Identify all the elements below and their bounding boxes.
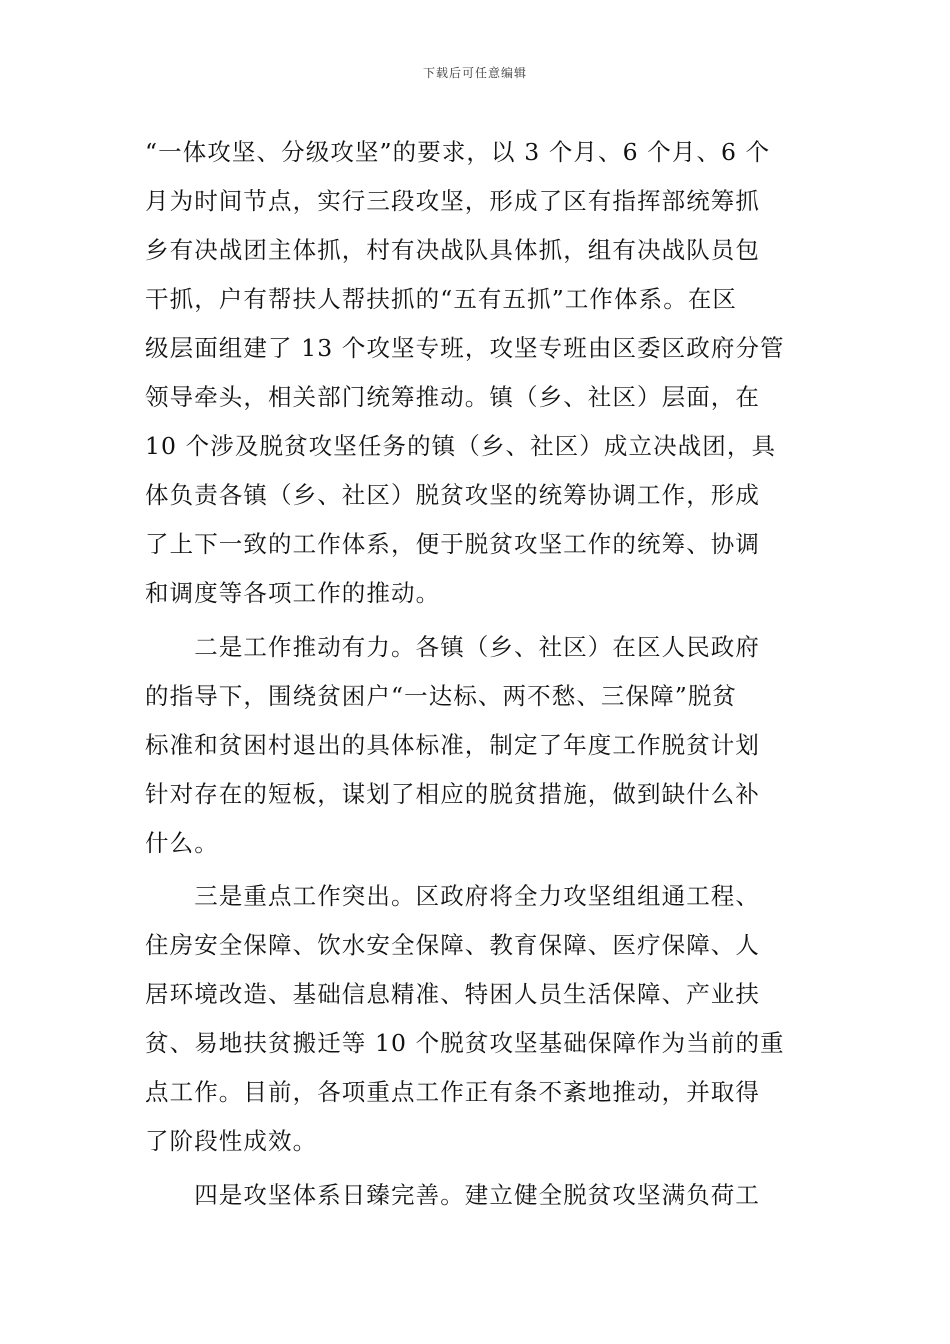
paragraph-start-line: 四是攻坚体系日臻完善。建立健全脱贫攻坚满负荷工 [145, 1181, 760, 1209]
text-line: 了阶段性成效。 [145, 1127, 318, 1155]
text-line: 10 个涉及脱贫攻坚任务的镇（乡、社区）成立决战团，具 [145, 432, 777, 460]
text-line: 的指导下，围绕贫困户“一达标、两不愁、三保障”脱贫 [145, 682, 738, 710]
text-line: 领导牵头，相关部门统筹推动。镇（乡、社区）层面，在 [145, 383, 760, 411]
text-line: 级层面组建了 13 个攻坚专班，攻坚专班由区委区政府分管 [145, 334, 785, 362]
text-line: 贫、易地扶贫搬迁等 10 个脱贫攻坚基础保障作为当前的重 [145, 1029, 785, 1057]
text-line: 针对存在的短板，谋划了相应的脱贫措施，做到缺什么补 [145, 780, 760, 808]
paragraph-start-line: 二是工作推动有力。各镇（乡、社区）在区人民政府 [145, 633, 760, 661]
text-line: 干抓，户有帮扶人帮扶抓的“五有五抓”工作体系。在区 [145, 285, 738, 313]
text-line: 体负责各镇（乡、社区）脱贫攻坚的统筹协调工作，形成 [145, 481, 760, 509]
paragraph-start-line: 三是重点工作突出。区政府将全力攻坚组组通工程、 [145, 882, 760, 910]
text-line: 标准和贫困村退出的具体标准，制定了年度工作脱贫计划 [145, 731, 760, 759]
text-line: 什么。 [145, 829, 219, 857]
text-line: 和调度等各项工作的推动。 [145, 579, 441, 607]
text-line: 乡有决战团主体抓，村有决战队具体抓，组有决战队员包 [145, 236, 760, 264]
text-line: 点工作。目前，各项重点工作正有条不紊地推动，并取得 [145, 1078, 760, 1106]
text-line: 居环境改造、基础信息精准、特困人员生活保障、产业扶 [145, 980, 760, 1008]
text-line: 了上下一致的工作体系，便于脱贫攻坚工作的统筹、协调 [145, 530, 760, 558]
text-line: 住房安全保障、饮水安全保障、教育保障、医疗保障、人 [145, 931, 760, 959]
text-line: 月为时间节点，实行三段攻坚，形成了区有指挥部统筹抓 [145, 187, 760, 215]
page-header: 下载后可任意编辑 [422, 66, 527, 80]
text-line: “一体攻坚、分级攻坚”的要求，以 3 个月、6 个月、6 个 [145, 138, 771, 166]
